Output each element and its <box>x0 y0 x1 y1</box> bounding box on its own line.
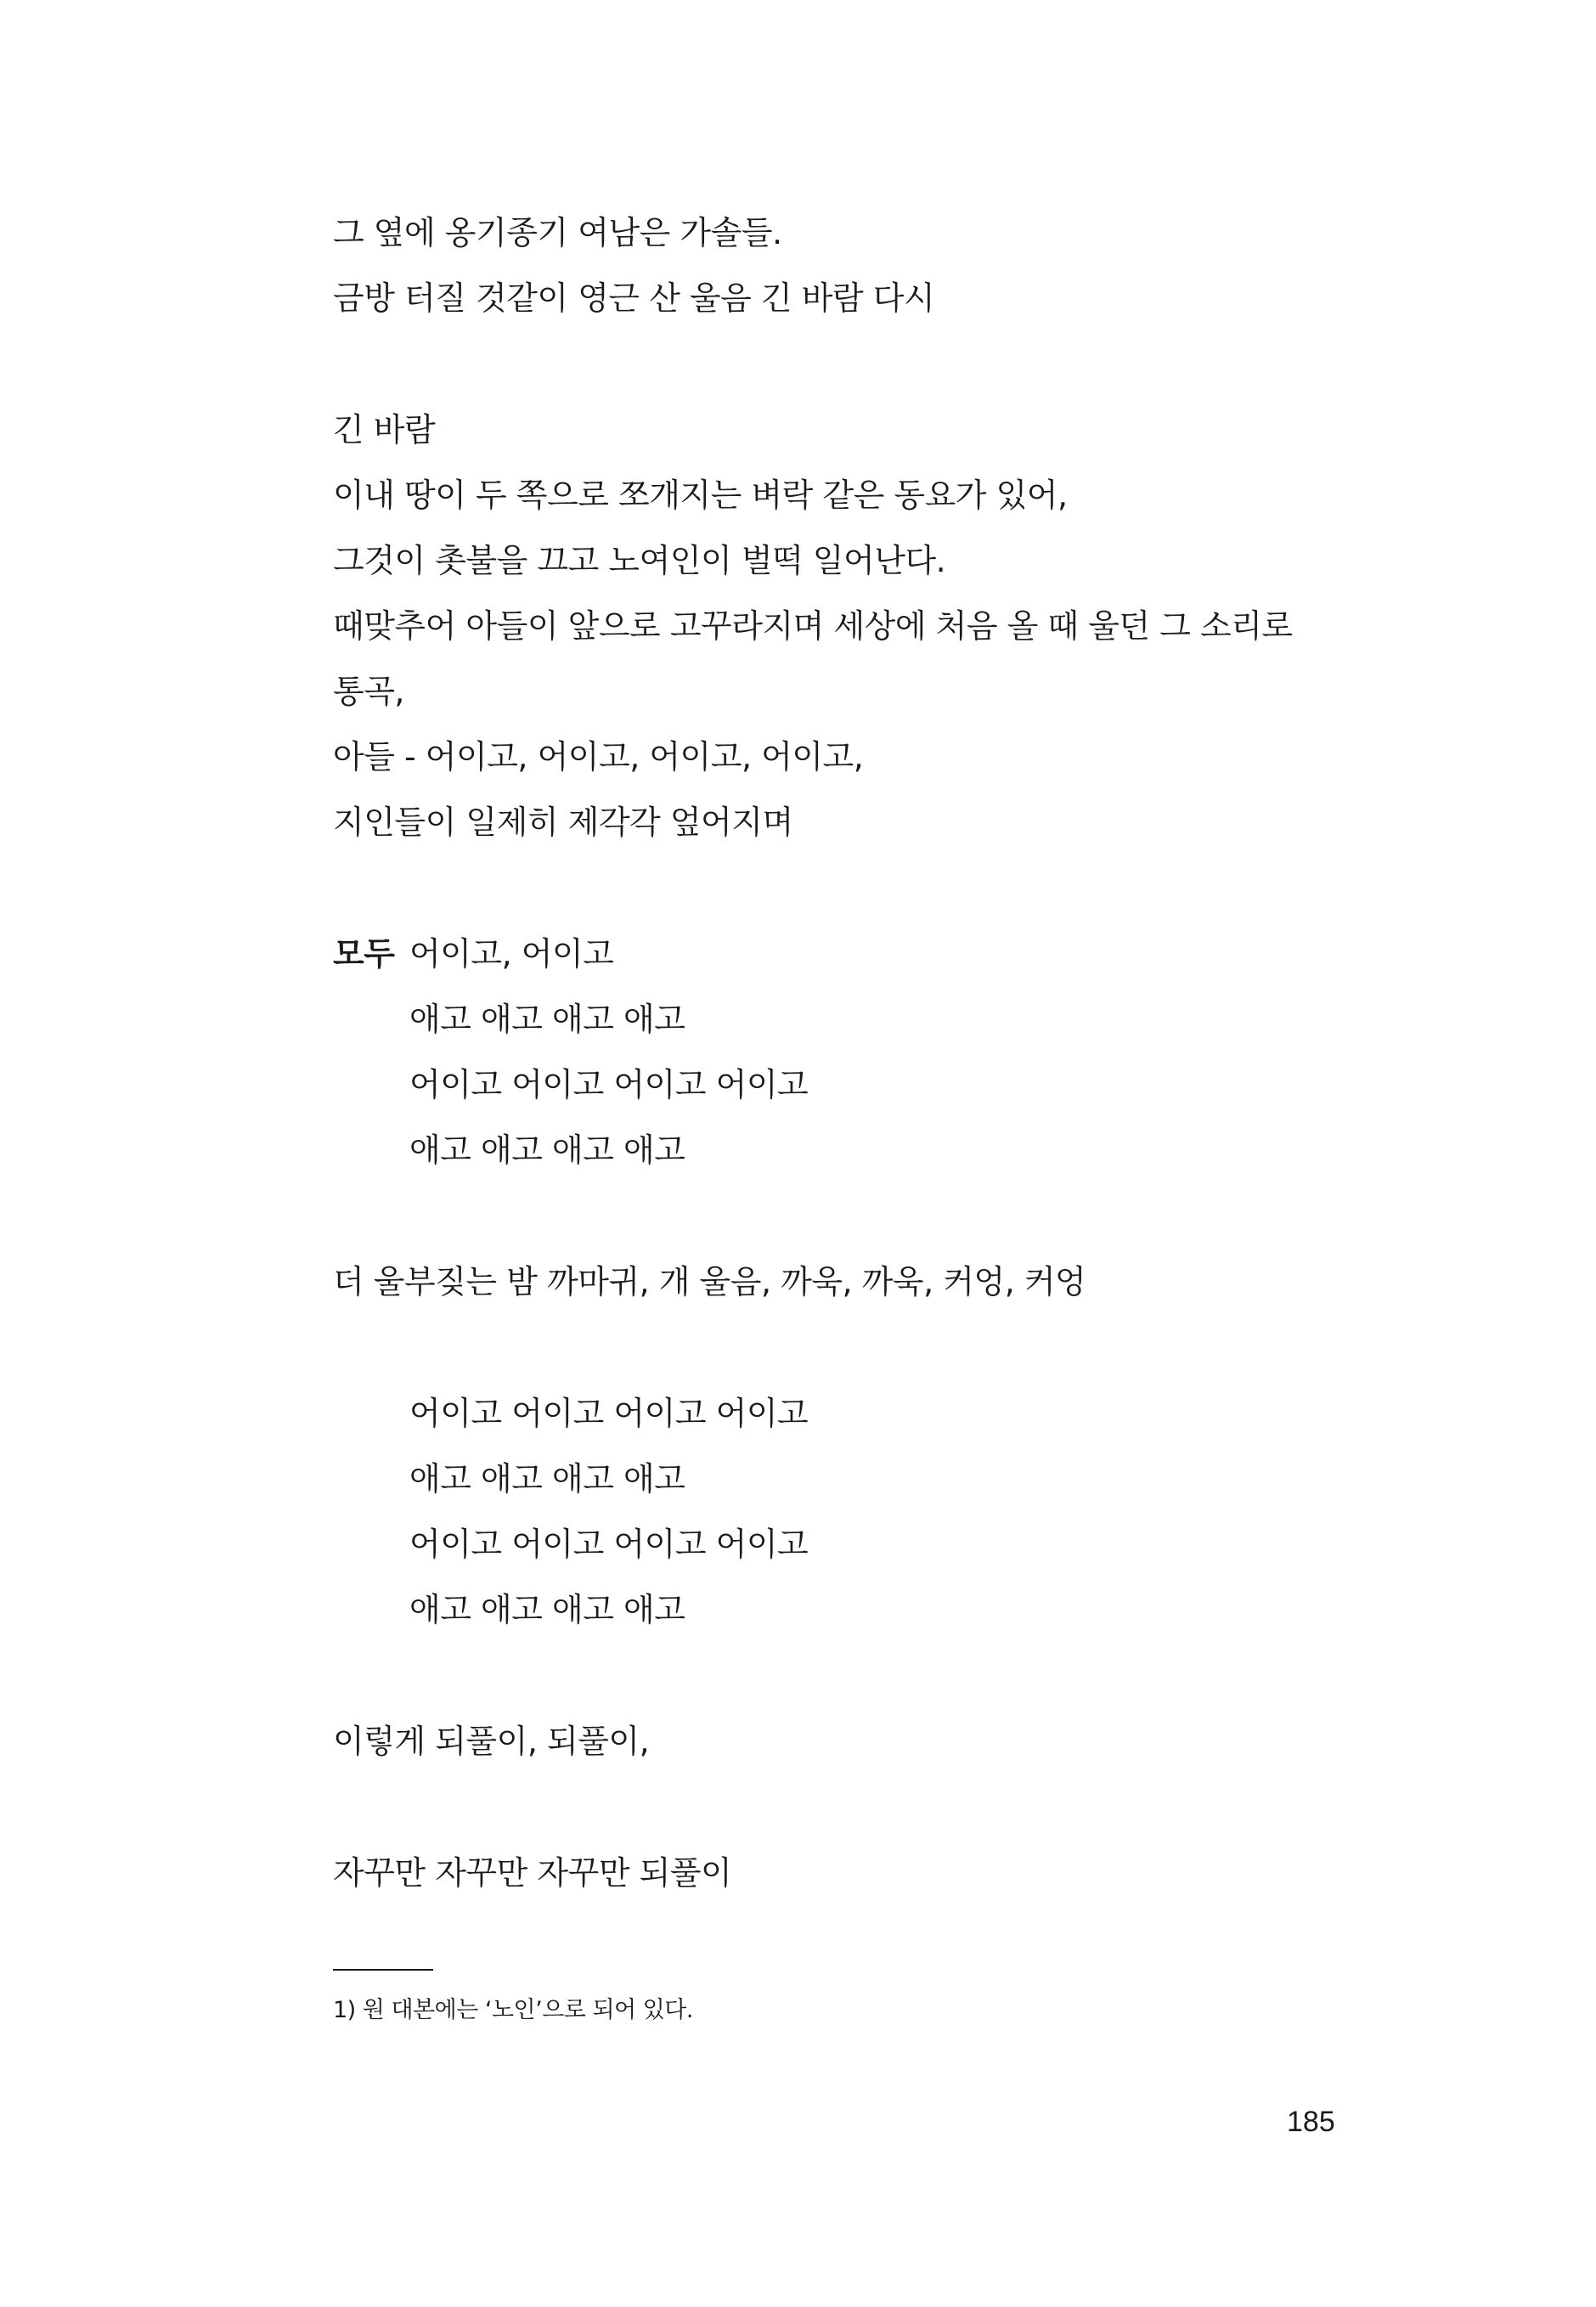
page-number: 185 <box>1287 2106 1335 2138</box>
chorus-line: 애고 애고 애고 애고 <box>409 1131 685 1169</box>
text-line: 긴 바람 <box>333 411 436 448</box>
chorus-line: 애고 애고 애고 애고 <box>409 1460 685 1498</box>
text-line: 금방 터질 것같이 영근 산 울음 긴 바람 다시 <box>333 279 935 317</box>
footnote: 1) 원 대본에는 ‘노인’으로 되어 있다. <box>333 1997 693 2023</box>
chorus-line: 어이고 어이고 어이고 어이고 <box>409 1066 809 1103</box>
text-line: 때맞추어 아들이 앞으로 고꾸라지며 세상에 처음 올 때 울던 그 소리로 <box>333 607 1293 645</box>
text-line: 이내 땅이 두 쪽으로 쪼개지는 벼락 같은 동요가 있어, <box>333 477 1068 514</box>
text-line: 자꾸만 자꾸만 자꾸만 되풀이 <box>333 1854 732 1892</box>
speaker-label: 모두 <box>333 935 395 973</box>
stage-direction: 더 울부짖는 밤 까마귀, 개 울음, 까욱, 까욱, 커엉, 커엉 <box>333 1263 1086 1300</box>
footnote-divider <box>333 1969 433 1971</box>
chorus-line: 어이고 어이고 어이고 어이고 <box>409 1395 809 1432</box>
text-line: 이렇게 되풀이, 되풀이, <box>333 1723 650 1760</box>
text-line: 통곡, <box>333 673 404 710</box>
text-line: 그 옆에 옹기종기 여남은 가솔들. <box>333 214 782 251</box>
text-line: 그것이 촛불을 끄고 노여인이 벌떡 일어난다. <box>333 542 946 579</box>
chorus-line: 애고 애고 애고 애고 <box>409 1001 685 1038</box>
text-line: 지인들이 일제히 제각각 엎어지며 <box>333 804 793 841</box>
text-line: 아들 - 어이고, 어이고, 어이고, 어이고, <box>333 738 864 776</box>
chorus-line: 어이고 어이고 어이고 어이고 <box>409 1526 809 1563</box>
chorus-line: 애고 애고 애고 애고 <box>409 1591 685 1628</box>
chorus-line: 어이고, 어이고 <box>409 935 614 973</box>
